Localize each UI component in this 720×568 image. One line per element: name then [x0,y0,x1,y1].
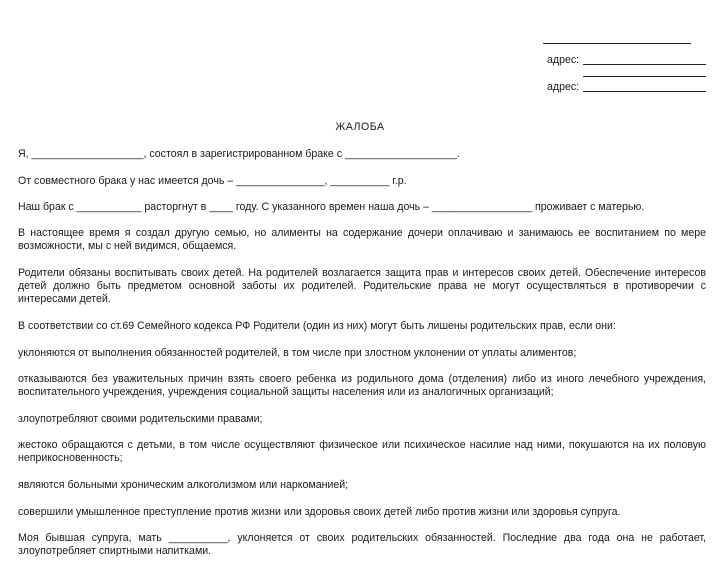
paragraph: Моя бывшая супруга, мать __________, уклоняется от своих родительских обязанностей. Последние два года она не работает, [18,532,706,544]
paragraph: Наш брак с ___________ расторгнут в ____ году. С указанного времен наша дочь – _________________ проживает с матерью. [18,201,645,213]
paragraph: являются больными хроническим алкоголизмом или наркоманией; [18,479,349,491]
address-line [583,76,706,77]
paragraph: злоупотребляют своими родительскими правами; [18,413,263,425]
paragraph: Я, ___________________, состоял в зарегистрированном браке с ___________________. [18,148,460,160]
paragraph: злоупотребляет спиртными напитками. [18,545,212,557]
address-line [583,64,706,65]
paragraph: детей должно быть предметом основной заботы их родителей. Родительские права не могут осуществляться в противоречии с [18,280,706,292]
paragraph: интересами детей. [18,293,111,305]
paragraph: неприкосновенность; [18,452,123,464]
paragraph: От совместного брака у нас имеется дочь – _______________, __________ г.р. [18,175,407,187]
address-label: адрес: [547,54,580,66]
paragraph: воспитательного учреждения, учреждения социальной защиты населения или из аналогичных организаций; [18,386,554,398]
document-title: ЖАЛОБА [335,121,385,133]
paragraph: Родители обязаны воспитывать своих детей. На родителей возлагается защита прав и интересов своих детей. Обеспечение интересов [18,267,706,279]
address-line [583,91,706,92]
paragraph: В соответствии со ст.69 Семейного кодекса РФ Родители (один из них) могут быть лишены родительских прав, если они: [18,320,616,332]
paragraph: В настоящее время я создал другую семью, но алименты на содержание дочери оплачиваю и занимаюсь ее воспитанием по мере [18,227,706,239]
paragraph: совершили умышленное преступление против жизни или здоровья своих детей либо против жизни или здоровья супруга. [18,506,621,518]
paragraph: уклоняются от выполнения обязанностей родителей, в том числе при злостном уклонении от уплаты алиментов; [18,347,577,359]
paragraph: отказываются без уважительных причин взять своего ребенка из родильного дома (отделения) либо из иного лечебного учреждения, [18,373,706,385]
address-label: адрес: [547,81,580,93]
paragraph: жестоко обращаются с детьми, в том числе осуществляют физическое или психическое насилие над ними, покушаются на их половую [18,439,706,451]
paragraph: возможности, мы с ней видимся, общаемся. [18,240,237,252]
addressee-line [543,43,691,44]
